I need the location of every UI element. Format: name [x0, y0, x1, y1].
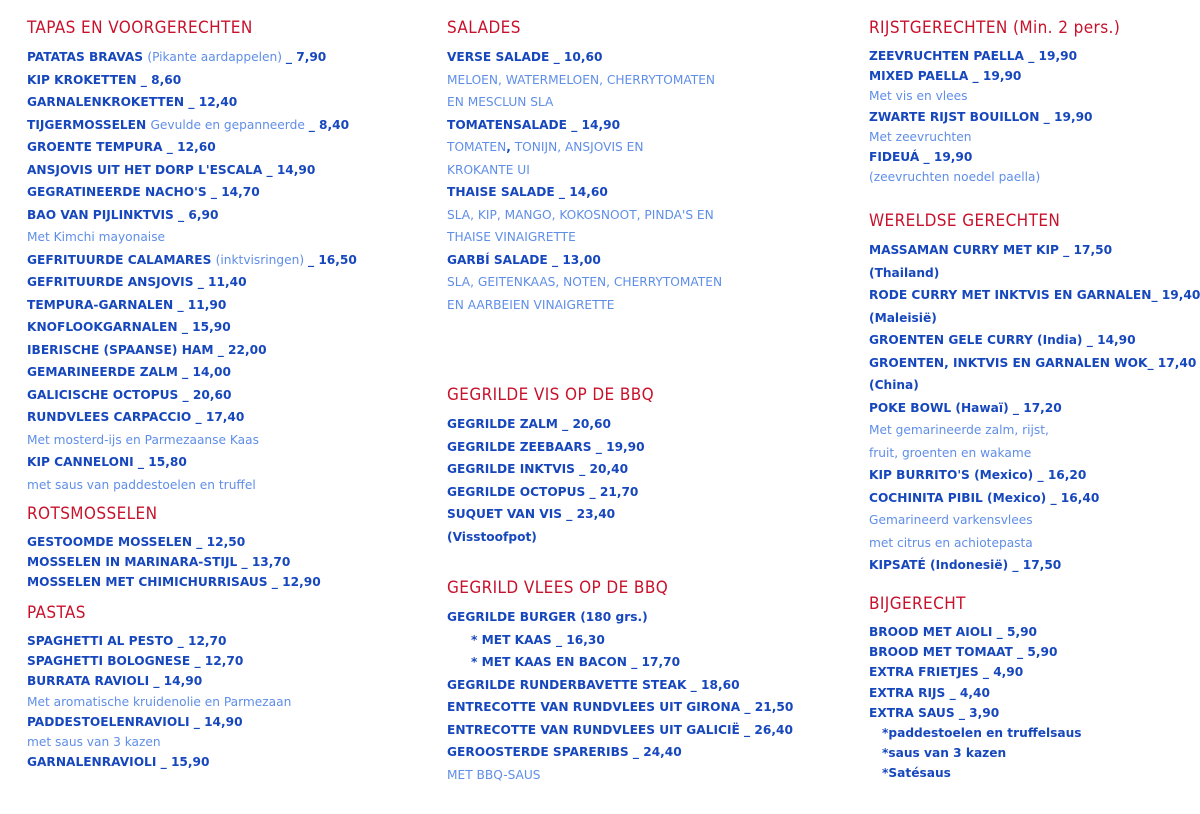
- menu-item-text: GEGRILDE RUNDERBAVETTE STEAK _ 18,60: [447, 677, 740, 692]
- menu-item: [447, 696, 793, 719]
- menu-item-text: GROENTEN GELE CURRY (India) _ 14,90: [869, 333, 1136, 347]
- menu-item-text: KIP CANNELONI _ 15,80: [27, 455, 187, 469]
- menu-item: [447, 436, 654, 459]
- menu-item-description: fruit, groenten en wakame: [869, 445, 1032, 460]
- menu-item: [27, 552, 321, 572]
- menu-item: [869, 554, 1200, 577]
- menu-item: [869, 352, 1200, 375]
- menu-item-description: THAISE VINAIGRETTE: [447, 230, 576, 244]
- menu-item-text: TIJGERMOSSELEN: [27, 117, 151, 132]
- menu-item: [27, 384, 357, 407]
- menu-item-text: EXTRA RIJS _ 4,40: [869, 685, 990, 700]
- menu-item-text: SUQUET VAN VIS _ 23,40: [447, 507, 616, 521]
- menu-item: [869, 86, 1120, 106]
- menu-item-text: MASSAMAN CURRY MET KIP _ 17,50: [869, 243, 1113, 257]
- menu-item: [869, 329, 1200, 352]
- menu-item: [27, 692, 291, 712]
- menu-item: [447, 249, 722, 272]
- menu-section-tapas: [27, 18, 357, 496]
- menu-item: [447, 69, 722, 92]
- section-title: GEGRILD VLEES OP DE BBQ: [447, 578, 669, 598]
- menu-item-description: met saus van paddestoelen en truffel: [27, 477, 256, 492]
- menu-item: [27, 732, 291, 752]
- menu-item: [447, 226, 722, 249]
- menu-item: [447, 294, 722, 317]
- menu-item: [447, 91, 722, 114]
- menu-item-text: _ 8,40: [308, 117, 350, 132]
- menu-item: [447, 606, 793, 629]
- menu-item: [27, 712, 291, 732]
- menu-item-description: Gevulde en gepanneerde: [150, 117, 309, 132]
- section-title: BIJGERECHT: [869, 594, 966, 614]
- menu-section-gegrilde-vis: [447, 385, 654, 548]
- menu-item-description: Met Kimchi mayonaise: [27, 230, 166, 244]
- menu-items: [447, 413, 654, 548]
- menu-item: [869, 147, 1120, 167]
- section-title: SALADES: [447, 18, 521, 38]
- menu-item: [869, 743, 1082, 763]
- menu-item: [447, 503, 654, 526]
- menu-item-description: EN MESCLUN SLA: [447, 95, 554, 109]
- menu-item: [27, 631, 291, 651]
- menu-item-text: *Satésaus: [882, 766, 951, 781]
- menu-item: [27, 474, 357, 497]
- menu-item: [869, 642, 1082, 662]
- menu-item: [27, 136, 357, 159]
- menu-item: [869, 66, 1120, 86]
- menu-item-text: BROOD MET AIOLI _ 5,90: [869, 625, 1038, 639]
- menu-item: [447, 181, 722, 204]
- menu-item: [447, 526, 654, 549]
- menu-item: [869, 167, 1120, 187]
- menu-item-description: Met aromatische kruidenolie en Parmezaan: [27, 694, 292, 709]
- menu-item: [869, 703, 1082, 723]
- section-title: RIJSTGERECHTEN (Min. 2 pers.): [869, 18, 1121, 38]
- menu-item-text: EXTRA SAUS _ 3,90: [869, 705, 1000, 720]
- menu-item-text: GARNALENKROKETTEN _ 12,40: [27, 95, 238, 109]
- menu-item-text: THAISE SALADE _ 14,60: [447, 185, 608, 199]
- section-title: TAPAS EN VOORGERECHTEN: [27, 18, 253, 38]
- menu-item: [869, 723, 1082, 743]
- section-title: ROTSMOSSELEN: [27, 504, 158, 524]
- menu-item-text: KNOFLOOKGARNALEN _ 15,90: [27, 320, 231, 334]
- menu-item: [27, 651, 291, 671]
- menu-item: [869, 509, 1200, 532]
- menu-item: [869, 284, 1200, 307]
- menu-item-description: Met zeevruchten: [869, 129, 972, 144]
- menu-item-description: met citrus en achiotepasta: [869, 535, 1033, 550]
- menu-item: [27, 406, 357, 429]
- menu-item-text: BAO VAN PIJLINKTVIS _ 6,90: [27, 207, 219, 222]
- menu-item: [869, 487, 1200, 510]
- menu-item-text: KIP BURRITO'S (Mexico) _ 16,20: [869, 468, 1087, 482]
- menu-item-text: GALICISCHE OCTOPUS _ 20,60: [27, 387, 232, 402]
- menu-item-text: GEGRILDE BURGER (180 grs.): [447, 610, 648, 624]
- menu-item: [869, 662, 1082, 682]
- menu-item-text: ENTRECOTTE VAN RUNDVLEES UIT GALICIË _ 26,40: [447, 722, 793, 737]
- menu-item-text: COCHINITA PIBIL (Mexico) _ 16,40: [869, 490, 1100, 505]
- menu-item: [27, 429, 357, 452]
- menu-item-text: EXTRA FRIETJES _ 4,90: [869, 665, 1024, 680]
- menu-item: [27, 159, 357, 182]
- menu-items: [27, 631, 291, 772]
- menu-item: [27, 271, 357, 294]
- menu-section-gegrild-vlees: [447, 578, 793, 786]
- menu-item: [447, 629, 793, 652]
- menu-item: [869, 374, 1200, 397]
- menu-item-text: SPAGHETTI BOLOGNESE _ 12,70: [27, 654, 244, 669]
- menu-item: [27, 671, 291, 691]
- menu-item-text: VERSE SALADE _ 10,60: [447, 50, 603, 64]
- menu-item-description: KROKANTE UI: [447, 162, 530, 177]
- menu-item-description: MET BBQ-SAUS: [447, 767, 541, 782]
- menu-item: [27, 91, 357, 114]
- menu-item-text: BROOD MET TOMAAT _ 5,90: [869, 645, 1058, 660]
- menu-item: [27, 532, 321, 552]
- menu-item-text: * MET KAAS EN BACON _ 17,70: [471, 655, 681, 669]
- menu-item: [447, 651, 793, 674]
- menu-item: [447, 136, 722, 159]
- menu-items: [27, 532, 321, 593]
- menu-item: [27, 752, 291, 772]
- menu-section-bijgerecht: [869, 594, 1082, 784]
- menu-item-text: * MET KAAS _ 16,30: [471, 632, 605, 647]
- menu-item-description: (inktvisringen): [215, 252, 308, 267]
- menu-item: [447, 674, 793, 697]
- menu-item-text: MIXED PAELLA _ 19,90: [869, 69, 1022, 84]
- menu-item: [447, 741, 793, 764]
- menu-item-text: _ 7,90: [285, 50, 327, 64]
- menu-item-text: TOMATENSALADE _ 14,90: [447, 117, 621, 132]
- menu-item: [27, 294, 357, 317]
- menu-item-text: (China): [869, 378, 919, 392]
- menu-item-text: ZWARTE RIJST BOUILLON _ 19,90: [869, 109, 1093, 124]
- menu-item-text: GEMARINEERDE ZALM _ 14,00: [27, 365, 232, 379]
- menu-items: [447, 46, 722, 316]
- menu-item: [27, 316, 357, 339]
- menu-section-rotsmosselen: [27, 504, 321, 593]
- menu-item: [447, 764, 793, 787]
- menu-section-wereldse: [869, 211, 1200, 577]
- menu-item-description: TONIJN, ANSJOVIS EN: [510, 140, 644, 154]
- menu-item-text: ENTRECOTTE VAN RUNDVLEES UIT GIRONA _ 21,50: [447, 700, 794, 714]
- menu-item-description: (Pikante aardappelen): [147, 50, 286, 64]
- menu-items: [869, 622, 1082, 784]
- menu-item: [869, 622, 1082, 642]
- menu-item-text: PATATAS BRAVAS: [27, 50, 148, 64]
- menu-item-text: GEFRITUURDE CALAMARES: [27, 252, 216, 267]
- menu-item: [27, 181, 357, 204]
- menu-item: [869, 107, 1120, 127]
- section-title: PASTAS: [27, 603, 86, 623]
- menu-item-text: ANSJOVIS UIT HET DORP L'ESCALA _ 14,90: [27, 162, 316, 177]
- menu-item-text: GEGRILDE ZEEBAARS _ 19,90: [447, 439, 645, 454]
- menu-item-description: MELOEN, WATERMELOEN, CHERRYTOMATEN: [447, 72, 716, 87]
- menu-item: [27, 226, 357, 249]
- menu-item-text: TEMPURA-GARNALEN _ 11,90: [27, 297, 227, 312]
- section-title: WERELDSE GERECHTEN: [869, 211, 1061, 231]
- menu-item: [447, 413, 654, 436]
- menu-item: [869, 464, 1200, 487]
- menu-item-text: RUNDVLEES CARPACCIO _ 17,40: [27, 410, 245, 424]
- menu-item: [447, 46, 722, 69]
- menu-item-text: KIP KROKETTEN _ 8,60: [27, 72, 182, 87]
- menu-item-description: TOMATEN: [447, 140, 507, 154]
- menu-item-text: *saus van 3 kazen: [882, 746, 1007, 761]
- menu-item-text: ZEEVRUCHTEN PAELLA _ 19,90: [869, 49, 1078, 63]
- menu-item: [27, 361, 357, 384]
- menu-section-rijstgerechten: [869, 18, 1120, 187]
- menu-item: [27, 69, 357, 92]
- menu-item-description: Met vis en vlees: [869, 89, 968, 104]
- menu-item: [869, 532, 1200, 555]
- menu-item-text: IBERISCHE (SPAANSE) HAM _ 22,00: [27, 342, 267, 357]
- menu-item: [869, 127, 1120, 147]
- menu-item: [869, 46, 1120, 66]
- menu-item: [869, 683, 1082, 703]
- menu-item: [869, 419, 1200, 442]
- menu-item: [27, 339, 357, 362]
- menu-item-text: GEGRILDE INKTVIS _ 20,40: [447, 462, 629, 476]
- menu-section-salades: [447, 18, 722, 316]
- menu-item-text: FIDEUÁ _ 19,90: [869, 150, 973, 165]
- menu-item-description: (zeevruchten noedel paella): [869, 170, 1041, 185]
- menu-item-text: GEFRITUURDE ANSJOVIS _ 11,40: [27, 275, 247, 289]
- menu-item-text: RODE CURRY MET INKTVIS EN GARNALEN_ 19,40: [869, 288, 1200, 302]
- menu-item-text: (Visstoofpot): [447, 529, 537, 544]
- menu-item-text: SPAGHETTI AL PESTO _ 12,70: [27, 634, 227, 648]
- menu-item: [869, 239, 1200, 262]
- menu-item-text: POKE BOWL (Hawaï) _ 17,20: [869, 400, 1062, 415]
- menu-item: [869, 262, 1200, 285]
- menu-item: [447, 204, 722, 227]
- menu-item-text: GEGRILDE ZALM _ 20,60: [447, 417, 611, 431]
- menu-item: [869, 442, 1200, 465]
- menu-item-description: Gemarineerd varkensvlees: [869, 513, 1033, 527]
- menu-item-description: Met gemarineerde zalm, rijst,: [869, 423, 1049, 437]
- menu-item-text: GARNALENRAVIOLI _ 15,90: [27, 755, 210, 770]
- menu-item-text: *paddestoelen en truffelsaus: [882, 726, 1082, 741]
- menu-item-description: EN AARBEIEN VINAIGRETTE: [447, 297, 615, 312]
- menu-item: [27, 572, 321, 592]
- menu-item-text: KIPSATÉ (Indonesië) _ 17,50: [869, 558, 1062, 572]
- menu-item: [447, 271, 722, 294]
- menu-item-text: BURRATA RAVIOLI _ 14,90: [27, 674, 203, 689]
- menu-item-text: _ 16,50: [307, 252, 357, 267]
- menu-item-text: (Thailand): [869, 265, 940, 280]
- menu-item: [447, 159, 722, 182]
- section-title: GEGRILDE VIS OP DE BBQ: [447, 385, 655, 405]
- menu-item: [869, 763, 1082, 783]
- menu-items: [27, 46, 357, 496]
- menu-item-text: GROENTE TEMPURA _ 12,60: [27, 140, 216, 154]
- menu-item-text: GESTOOMDE MOSSELEN _ 12,50: [27, 535, 246, 549]
- menu-item: [447, 114, 722, 137]
- menu-item-description: SLA, KIP, MANGO, KOKOSNOOT, PINDA'S EN: [447, 207, 714, 222]
- menu-item: [27, 204, 357, 227]
- menu-items: [447, 606, 793, 786]
- menu-item: [447, 719, 793, 742]
- menu-item-description: Met mosterd-ijs en Parmezaanse Kaas: [27, 432, 259, 447]
- menu-item: [447, 458, 654, 481]
- menu-items: [869, 46, 1120, 187]
- menu-items: [869, 239, 1200, 577]
- menu-section-pastas: [27, 603, 291, 772]
- menu-item-text: GARBÍ SALADE _ 13,00: [447, 252, 601, 267]
- menu-item-text: GEGRILDE OCTOPUS _ 21,70: [447, 484, 639, 499]
- menu-item-text: MOSSELEN IN MARINARA-STIJL _ 13,70: [27, 555, 291, 570]
- menu-item: [27, 114, 357, 137]
- menu-item: [27, 451, 357, 474]
- menu-item-text: GROENTEN, INKTVIS EN GARNALEN WOK_ 17,40: [869, 355, 1197, 370]
- menu-item-description: SLA, GEITENKAAS, NOTEN, CHERRYTOMATEN: [447, 275, 723, 289]
- menu-item-text: GEROOSTERDE SPARERIBS _ 24,40: [447, 745, 682, 759]
- menu-item: [27, 46, 357, 69]
- menu-item-text: ,: [506, 140, 511, 154]
- menu-item: [869, 397, 1200, 420]
- menu-item-text: (Maleisië): [869, 310, 937, 325]
- menu-item: [447, 481, 654, 504]
- menu-item-description: met saus van 3 kazen: [27, 735, 161, 750]
- menu-item-text: GEGRATINEERDE NACHO'S _ 14,70: [27, 185, 260, 199]
- menu-item-text: PADDESTOELENRAVIOLI _ 14,90: [27, 714, 243, 729]
- menu-item-text: MOSSELEN MET CHIMICHURRISAUS _ 12,90: [27, 575, 321, 590]
- menu-item: [869, 307, 1200, 330]
- menu-item: [27, 249, 357, 272]
